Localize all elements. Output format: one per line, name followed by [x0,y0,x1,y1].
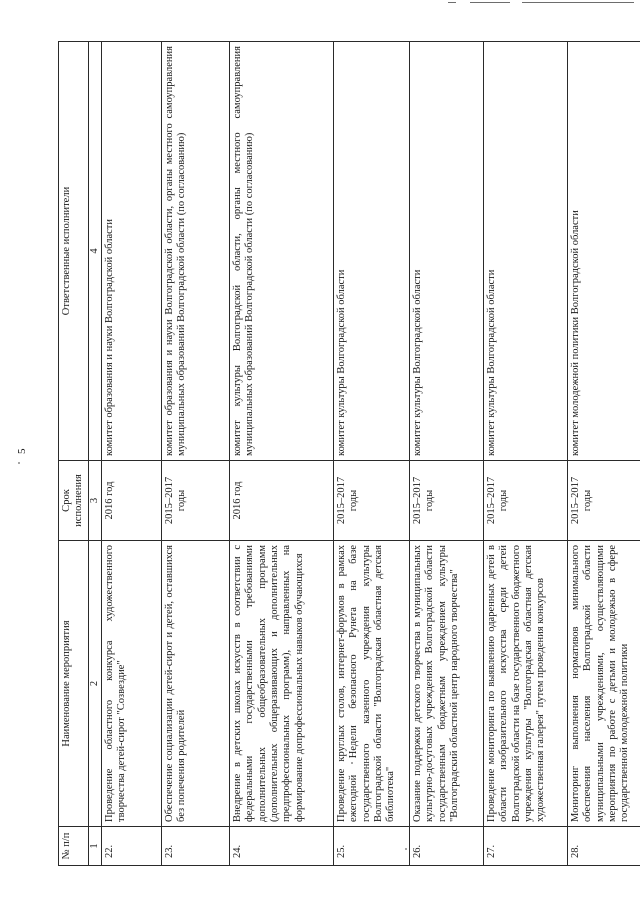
scan-edge-line [470,2,510,3]
row-term: 2015–2017 годы [567,461,640,541]
scan-speck [18,462,20,464]
rotated-table-container [16,42,631,866]
column-number: 1 [88,827,101,866]
row-number: 28. [567,827,640,866]
header-num: № п/п [59,827,89,866]
table-row [229,42,333,866]
row-responsible: комитет образования и науки Волгоградской области [101,42,161,461]
column-number-row [88,42,101,866]
table-row [161,42,229,866]
row-term: 2015–2017 годы [161,461,229,541]
row-term: 2016 год [229,461,333,541]
row-term: 2015–2017 годы [483,461,567,541]
row-activity: Проведение мониторинга по выявлению одаренных детей в области изобразительного искусства среди детей Волгоградской области на базе государственного бюджетного учреждения культуры "Волгоградская областная детская художественная галерея" путем проведения конкурсов [483,541,567,827]
column-number: 3 [88,461,101,541]
row-term: 2016 год [101,461,161,541]
scan-edge-line [448,2,456,3]
table-row [483,42,567,866]
row-responsible: комитет культуры Волгоградской области [483,42,567,461]
column-number: 2 [88,541,101,827]
row-responsible: комитет культуры Волгоградской области [333,42,409,461]
scan-edge-line [522,2,634,3]
column-number: 4 [88,42,101,461]
row-term: 2015–2017 годы [333,461,409,541]
row-responsible: комитет культуры Волгоградской области, органы местного самоуправления муниципальных образований Волгоградской области (по согласованию) [229,42,333,461]
row-number: 25. [333,827,409,866]
row-activity: Оказание поддержки детского творчества в муниципальных культурно-досуговых учреждениях Волгоградской области государственным бюджетным учреждением культуры "Волгоградский областной центр народного творчества" [409,541,483,827]
row-term: 2015–2017 годы [409,461,483,541]
table-row [409,42,483,866]
row-number: 23. [161,827,229,866]
header-responsible: Ответственные исполнители [59,42,89,461]
row-responsible: комитет образования и науки Волгоградской области, органы местного самоуправления муниципальных образований Волгоградской области (по согласованию) [161,42,229,461]
row-activity: Проведение областного конкурса художественного творчества детей-сирот "Созвездие" [101,541,161,827]
row-responsible: комитет молодежной политики Волгоградской области [567,42,640,461]
row-activity: Проведение круглых столов, интернет-форумов в рамках ежегодной Недели безопасного Рунета на базе государственного казенного учреждения культуры Волгоградской области "Волгоградская областная детская библиотека" [333,541,409,827]
table-row [567,42,640,866]
page-number: 5 [16,448,28,454]
row-number: 24. [229,827,333,866]
table-header-row [59,42,89,866]
header-activity: Наименование мероприятия [59,541,89,827]
row-activity: Мониторинг выполнения нормативов минимального обеспечения населения Волгоградской области муниципальными учреждениями, осуществляющими мероприятия по работе с детьми и молодежью в сфере государственной молодежной политики [567,541,640,827]
row-activity: Внедрение в детских школах искусств в соответствии с федеральными государственными требованиями дополнительных общеобразовательных программ (дополнительных общеразвивающих и дополнительных предпрофессиональных программ), направленных на формирование допрофессиональных навыков обучающихся [229,541,333,827]
row-number: 26. [409,827,483,866]
row-responsible: комитет культуры Волгоградской области [409,42,483,461]
table-row [333,42,409,866]
table-row [101,42,161,866]
activities-table [58,41,640,866]
row-number: 22. [101,827,161,866]
row-activity: Обеспечение социализации детей-сирот и детей, оставшихся без попечения родителей [161,541,229,827]
row-number: 27. [483,827,567,866]
header-term: Срок исполнения [59,461,89,541]
